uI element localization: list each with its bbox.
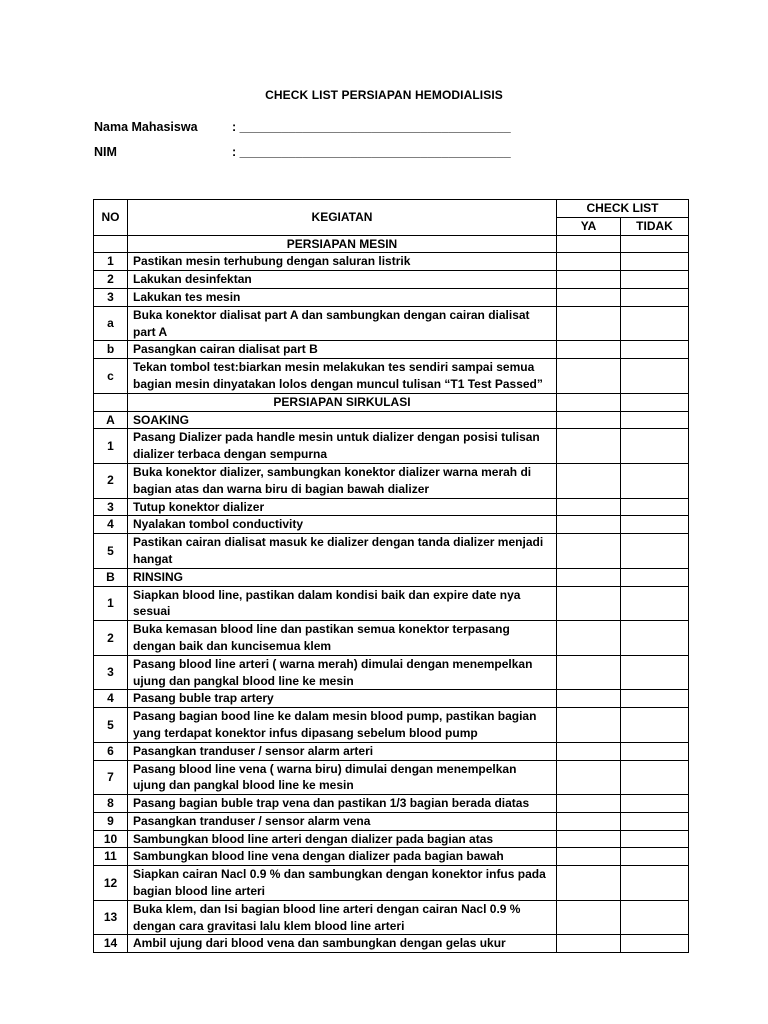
check-ya-cell[interactable]	[557, 253, 621, 271]
check-ya-cell[interactable]	[557, 655, 621, 690]
table-row	[94, 830, 689, 848]
row-activity: Nyalakan tombol conductivity	[128, 516, 557, 534]
check-tidak-cell[interactable]	[621, 621, 689, 656]
check-ya-cell[interactable]	[557, 866, 621, 901]
row-number: 3	[94, 498, 128, 516]
table-row	[94, 271, 689, 289]
check-tidak-cell[interactable]	[621, 708, 689, 743]
row-number: 12	[94, 866, 128, 901]
row-activity: Tekan tombol test:biarkan mesin melakukan tes sendiri sampai semua bagian mesin dinyatakan lolos dengan muncul tulisan “T1 Test Passed”	[128, 359, 557, 394]
table-row	[94, 742, 689, 760]
header-check-list: CHECK LIST	[557, 200, 689, 218]
table-row	[94, 253, 689, 271]
table-row	[94, 288, 689, 306]
table-row	[94, 812, 689, 830]
check-ya-cell[interactable]	[557, 586, 621, 621]
row-number: 5	[94, 708, 128, 743]
check-tidak-cell[interactable]	[621, 271, 689, 289]
row-activity: Siapkan blood line, pastikan dalam kondisi baik dan expire date nya sesuai	[128, 586, 557, 621]
row-activity: Pastikan mesin terhubung dengan saluran listrik	[128, 253, 557, 271]
check-ya-cell[interactable]	[557, 463, 621, 498]
header-no: NO	[94, 200, 128, 236]
check-tidak-cell[interactable]	[621, 866, 689, 901]
row-activity: Pasang bagian bood line ke dalam mesin blood pump, pastikan bagian yang terdapat konektor infus dipasang sebelum blood pump	[128, 708, 557, 743]
checklist-body	[94, 235, 689, 953]
row-number: B	[94, 568, 128, 586]
check-ya-cell[interactable]	[557, 848, 621, 866]
row-activity: Pasang bagian buble trap vena dan pastikan 1/3 bagian berada diatas	[128, 795, 557, 813]
check-tidak-cell[interactable]	[621, 690, 689, 708]
check-tidak-cell[interactable]	[621, 742, 689, 760]
check-ya-cell[interactable]	[557, 411, 621, 429]
table-row	[94, 795, 689, 813]
check-tidak-cell[interactable]	[621, 253, 689, 271]
section-no-cell	[94, 235, 128, 253]
row-activity: Siapkan cairan Nacl 0.9 % dan sambungkan dengan konektor infus pada bagian blood line arteri	[128, 866, 557, 901]
table-row	[94, 429, 689, 464]
check-tidak-cell[interactable]	[621, 760, 689, 795]
check-ya-cell[interactable]	[557, 306, 621, 341]
field-label: Nama Mahasiswa	[94, 120, 198, 134]
row-activity: Lakukan tes mesin	[128, 288, 557, 306]
check-ya-cell[interactable]	[557, 359, 621, 394]
table-row	[94, 341, 689, 359]
check-tidak-cell[interactable]	[621, 812, 689, 830]
check-tidak-cell[interactable]	[621, 429, 689, 464]
check-ya-cell[interactable]	[557, 742, 621, 760]
check-ya-cell[interactable]	[557, 708, 621, 743]
table-row	[94, 568, 689, 586]
check-tidak-cell[interactable]	[621, 568, 689, 586]
table-row	[94, 516, 689, 534]
row-number: 1	[94, 429, 128, 464]
row-activity: RINSING	[128, 568, 557, 586]
check-ya-cell[interactable]	[557, 341, 621, 359]
table-row	[94, 534, 689, 569]
row-number: 13	[94, 900, 128, 935]
row-number: 14	[94, 935, 128, 953]
row-activity: Pasang blood line arteri ( warna merah) dimulai dengan menempelkan ujung dan pangkal blood line ke mesin	[128, 655, 557, 690]
field-nim	[94, 145, 511, 159]
row-number: 1	[94, 253, 128, 271]
check-ya-cell[interactable]	[557, 760, 621, 795]
row-number: 10	[94, 830, 128, 848]
check-ya-cell[interactable]	[557, 812, 621, 830]
row-number: A	[94, 411, 128, 429]
check-ya-cell[interactable]	[557, 830, 621, 848]
check-tidak-cell[interactable]	[621, 393, 689, 411]
table-row	[94, 621, 689, 656]
row-activity: Buka klem, dan Isi bagian blood line arteri dengan cairan Nacl 0.9 % dengan cara gravitasi lalu klem blood line arteri	[128, 900, 557, 935]
header-kegiatan: KEGIATAN	[128, 200, 557, 236]
check-ya-cell[interactable]	[557, 935, 621, 953]
row-activity: Pasangkan tranduser / sensor alarm vena	[128, 812, 557, 830]
check-ya-cell[interactable]	[557, 498, 621, 516]
check-ya-cell[interactable]	[557, 795, 621, 813]
row-activity: Buka kemasan blood line dan pastikan semua konektor terpasang dengan baik dan kuncisemua klem	[128, 621, 557, 656]
row-number: 4	[94, 690, 128, 708]
row-activity: Pasang blood line vena ( warna biru) dimulai dengan menempelkan ujung dan pangkal blood line ke mesin	[128, 760, 557, 795]
table-row	[94, 586, 689, 621]
row-activity: Sambungkan blood line arteri dengan dializer pada bagian atas	[128, 830, 557, 848]
section-row	[94, 235, 689, 253]
row-number: 7	[94, 760, 128, 795]
document-title: CHECK LIST PERSIAPAN HEMODIALISIS	[265, 88, 503, 102]
field-nama-mahasiswa	[94, 120, 511, 134]
section-row	[94, 393, 689, 411]
check-ya-cell[interactable]	[557, 621, 621, 656]
row-activity: Ambil ujung dari blood vena dan sambungkan dengan gelas ukur	[128, 935, 557, 953]
check-tidak-cell[interactable]	[621, 516, 689, 534]
table-row	[94, 690, 689, 708]
table-row	[94, 708, 689, 743]
row-number: 1	[94, 586, 128, 621]
row-activity: Lakukan desinfektan	[128, 271, 557, 289]
check-tidak-cell[interactable]	[621, 411, 689, 429]
check-ya-cell[interactable]	[557, 271, 621, 289]
row-activity: Pasang Dializer pada handle mesin untuk dializer dengan posisi tulisan dializer terbaca dengan sempurna	[128, 429, 557, 464]
field-label: NIM	[94, 145, 117, 159]
field-blank-line: : _______________________________________	[232, 145, 511, 159]
row-activity: Buka konektor dialisat part A dan sambungkan dengan cairan dialisat part A	[128, 306, 557, 341]
check-tidak-cell[interactable]	[621, 900, 689, 935]
row-number: a	[94, 306, 128, 341]
row-number: 2	[94, 463, 128, 498]
check-tidak-cell[interactable]	[621, 935, 689, 953]
row-activity: Pasangkan cairan dialisat part B	[128, 341, 557, 359]
check-ya-cell[interactable]	[557, 429, 621, 464]
row-number: 5	[94, 534, 128, 569]
check-ya-cell[interactable]	[557, 393, 621, 411]
row-activity: Pastikan cairan dialisat masuk ke dializer dengan tanda dializer menjadi hangat	[128, 534, 557, 569]
header-tidak: TIDAK	[621, 217, 689, 235]
row-number: 3	[94, 655, 128, 690]
table-row	[94, 411, 689, 429]
check-ya-cell[interactable]	[557, 900, 621, 935]
check-tidak-cell[interactable]	[621, 288, 689, 306]
table-row	[94, 848, 689, 866]
check-tidak-cell[interactable]	[621, 306, 689, 341]
check-tidak-cell[interactable]	[621, 359, 689, 394]
row-number: c	[94, 359, 128, 394]
check-tidak-cell[interactable]	[621, 848, 689, 866]
check-tidak-cell[interactable]	[621, 235, 689, 253]
row-number: 2	[94, 621, 128, 656]
check-tidak-cell[interactable]	[621, 534, 689, 569]
table-row	[94, 463, 689, 498]
check-ya-cell[interactable]	[557, 690, 621, 708]
row-number: 6	[94, 742, 128, 760]
row-activity: Buka konektor dializer, sambungkan konektor dializer warna merah di bagian atas dan warna biru di bagian bawah dializer	[128, 463, 557, 498]
row-number: 8	[94, 795, 128, 813]
checklist-table	[93, 199, 689, 953]
section-title: PERSIAPAN SIRKULASI	[128, 393, 557, 411]
row-activity: Sambungkan blood line vena dengan dializer pada bagian bawah	[128, 848, 557, 866]
table-row	[94, 359, 689, 394]
table-row	[94, 900, 689, 935]
check-tidak-cell[interactable]	[621, 498, 689, 516]
check-tidak-cell[interactable]	[621, 463, 689, 498]
table-row	[94, 935, 689, 953]
table-row	[94, 306, 689, 341]
table-row	[94, 760, 689, 795]
header-ya: YA	[557, 217, 621, 235]
field-blank-line: : _______________________________________	[232, 120, 511, 134]
check-tidak-cell[interactable]	[621, 586, 689, 621]
row-activity: Pasangkan tranduser / sensor alarm arteri	[128, 742, 557, 760]
row-activity: Tutup konektor dializer	[128, 498, 557, 516]
section-title: PERSIAPAN MESIN	[128, 235, 557, 253]
row-number: 3	[94, 288, 128, 306]
row-number: 4	[94, 516, 128, 534]
row-number: 9	[94, 812, 128, 830]
check-ya-cell[interactable]	[557, 235, 621, 253]
table-row	[94, 498, 689, 516]
row-number: b	[94, 341, 128, 359]
table-row	[94, 866, 689, 901]
check-ya-cell[interactable]	[557, 534, 621, 569]
row-number: 11	[94, 848, 128, 866]
check-ya-cell[interactable]	[557, 568, 621, 586]
table-row	[94, 655, 689, 690]
row-number: 2	[94, 271, 128, 289]
check-tidak-cell[interactable]	[621, 795, 689, 813]
check-ya-cell[interactable]	[557, 288, 621, 306]
check-ya-cell[interactable]	[557, 516, 621, 534]
check-tidak-cell[interactable]	[621, 830, 689, 848]
row-activity: Pasang buble trap artery	[128, 690, 557, 708]
check-tidak-cell[interactable]	[621, 655, 689, 690]
check-tidak-cell[interactable]	[621, 341, 689, 359]
row-activity: SOAKING	[128, 411, 557, 429]
section-no-cell	[94, 393, 128, 411]
